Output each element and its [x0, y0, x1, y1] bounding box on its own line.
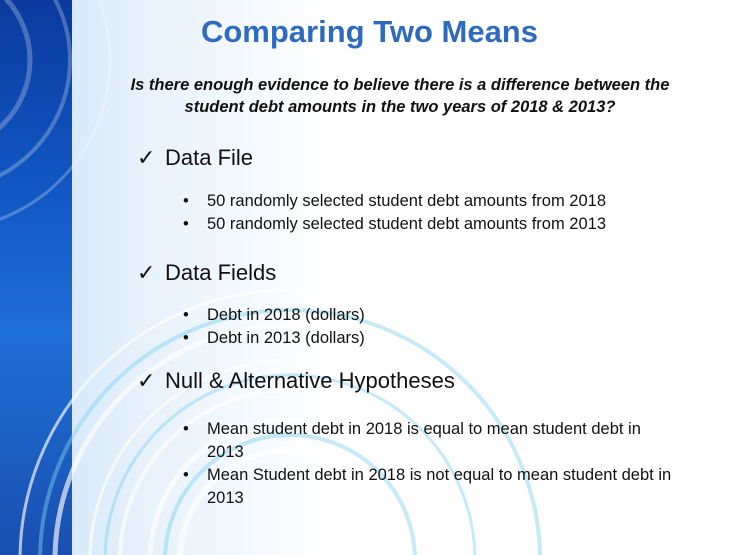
slide-title: Comparing Two Means — [200, 14, 538, 49]
list-item: • Mean Student debt in 2018 is not equal to mean student debt in 2013 — [183, 466, 672, 507]
checkmark-icon: ✓ — [137, 368, 156, 393]
checkmark-icon: ✓ — [137, 260, 156, 285]
list-item: • 50 randomly selected student debt amounts from 2018 — [183, 190, 673, 213]
list-item: • 50 randomly selected student debt amounts from 2013 — [183, 213, 673, 236]
bullet-icon: • — [183, 420, 189, 438]
section-data-fields — [137, 260, 276, 286]
list-item: • Debt in 2018 (dollars) — [183, 304, 673, 327]
section-heading: Data Fields — [165, 260, 277, 285]
section-hypotheses — [137, 368, 455, 394]
left-decor-strip — [0, 0, 72, 555]
list-item: • Mean student debt in 2018 is equal to mean student debt in 2013 — [183, 420, 641, 461]
bullet-icon: • — [183, 466, 189, 484]
hypotheses-bullets — [183, 418, 673, 510]
section-data-file — [137, 145, 253, 171]
bullet-icon: • — [183, 306, 189, 324]
checkmark-icon: ✓ — [137, 145, 156, 170]
list-item: • Debt in 2013 (dollars) — [183, 327, 673, 350]
section-heading: Data File — [165, 145, 254, 170]
bullet-icon: • — [183, 192, 189, 210]
question-text: Is there enough evidence to believe there is a difference between the student debt amounts in the two years of 2018 & 2013? — [130, 76, 670, 116]
data-file-bullets — [183, 190, 673, 236]
bullet-icon: • — [183, 215, 189, 233]
data-fields-bullets — [183, 304, 673, 350]
section-heading: Null & Alternative Hypotheses — [165, 368, 455, 393]
bullet-icon: • — [183, 329, 189, 347]
